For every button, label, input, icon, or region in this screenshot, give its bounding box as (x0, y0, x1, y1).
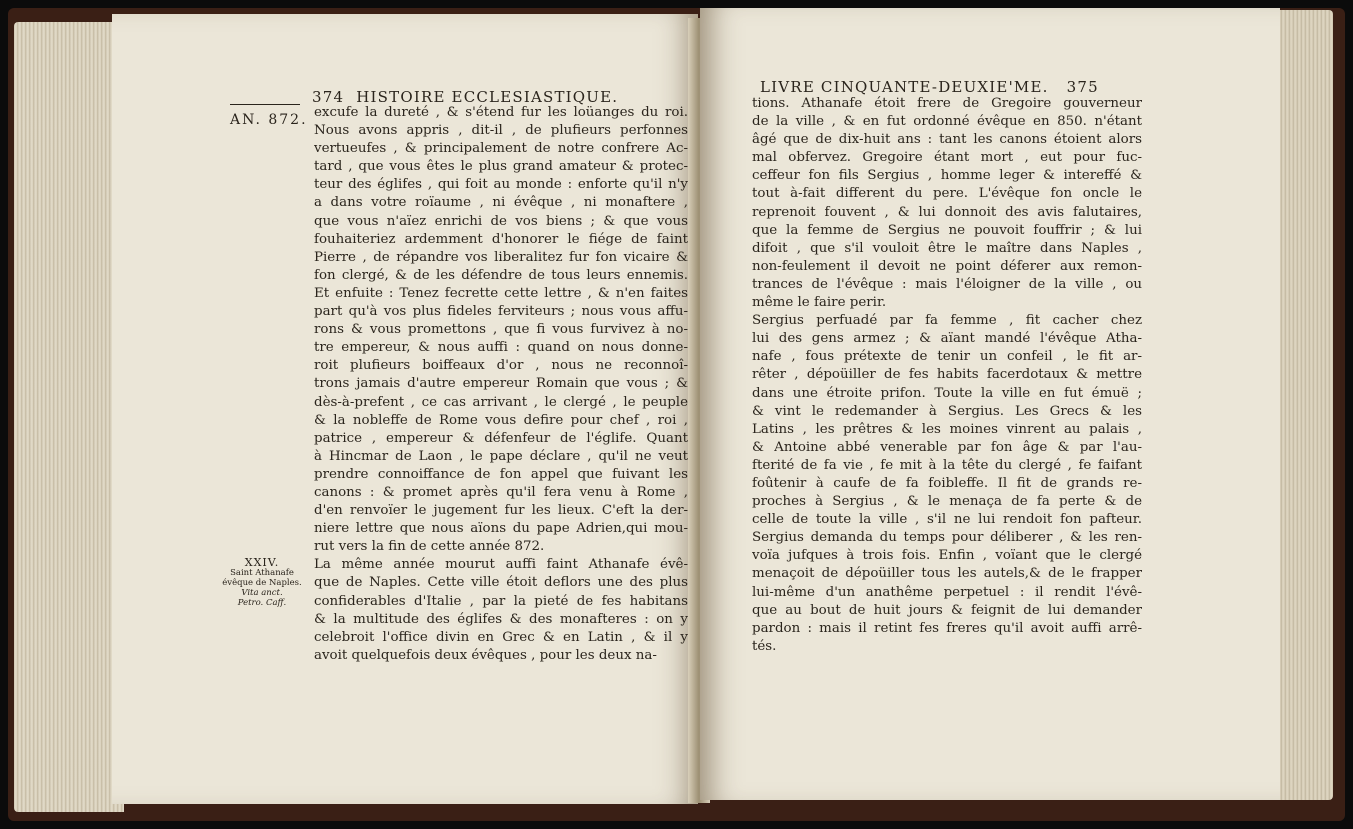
text-line: que vous n'aïez enrichi de vos biens ; & que vous (314, 213, 688, 229)
text-line: teur des églifes , qui foit au monde : enforte qu'il n'y (314, 177, 688, 193)
text-line: Sergius demanda du temps pour déliberer , & les ren- (752, 530, 1142, 546)
text-line: avoit quelquefois deux évêques , pour les deux na- (314, 647, 657, 663)
text-line: lui-même d'un anathême perpetuel : il rendit l'évê- (752, 584, 1142, 600)
text-line: même le faire perir. (752, 295, 887, 311)
text-line: canons : & promet après qu'il fera venu à Rome , (314, 484, 688, 500)
right-head-title: LIVRE CINQUANTE-DEUXIE'ME. (760, 78, 1049, 96)
text-line: dans une étroite prifon. Toute la ville en fut émuë ; (752, 385, 1142, 401)
text-line: dès-à-prefent , ce cas arrivant , le clergé , le peuple (314, 394, 688, 410)
page-edges-right (1273, 10, 1333, 800)
text-line: de la ville , & en fut ordonné évêque en 850. n'étant (752, 114, 1142, 130)
text-line: voïa jufques à trois fois. Enfin , voïant que le clergé (752, 548, 1142, 564)
left-body-text (314, 104, 688, 665)
text-line: tre empereur, & nous auffi : quand on nous donne- (314, 340, 688, 356)
text-line: âgé que de dix-huit ans : tant les canons étoient alors (752, 132, 1142, 148)
text-line: fterité de fa vie , fe mit à la tête du clergé , fe faifant (752, 457, 1142, 473)
text-line: Nous avons appris , dit-il , de plufieurs perfonnes (314, 123, 688, 139)
text-line: d'en renvoïer le jugement fur les lieux. C'eft la der- (314, 503, 688, 519)
right-running-head (760, 78, 1099, 96)
text-line: celle de toute la ville , s'il ne lui rendoit fon pafteur. (752, 512, 1142, 528)
text-line: rêter , dépoüiller de fes habits facerdotaux & mettre (752, 367, 1142, 383)
text-line: Sergius perfuadé par fa femme , fit cacher chez (752, 313, 1142, 329)
text-line: mal obfervez. Gregoire étant mort , eut pour fuc- (752, 150, 1142, 166)
text-line: vertueufes , & principalement de notre confrere Ac- (314, 141, 688, 157)
text-line: patrice , empereur & défenfeur de l'églife. Quant (314, 430, 688, 446)
text-line: excufe la dureté , & s'étend fur les loüanges du roi. (314, 105, 688, 120)
text-line: reprenoit fouvent , & lui donnoit des avis falutaires, (752, 204, 1142, 220)
text-line: fouhaiteriez ardemment d'honorer le fiége de faint (314, 231, 688, 247)
right-body-text (752, 95, 1142, 656)
margin-rule (230, 104, 300, 105)
marginal-line: Petro. Caff. (237, 598, 287, 608)
text-line: niere lettre que nous aïons du pape Adrien,qui mou- (314, 521, 688, 537)
text-line: que la femme de Sergius ne pouvoit fouffrir ; & lui (752, 222, 1142, 238)
text-line: foûtenir à caufe de fa foibleffe. Il fit de grands re- (752, 475, 1142, 491)
text-line: ceffeur fon fils Sergius , homme leger & intereffé & (752, 168, 1142, 184)
text-line: non-feulement il devoit ne point déferer aux remon- (752, 258, 1142, 274)
page-edges-left (14, 22, 124, 812)
text-line: tard , que vous êtes le plus grand amateur & protec- (314, 159, 688, 175)
text-line: pardon : mais il retint fes freres qu'il avoit auffi arrê- (752, 620, 1142, 636)
text-line: & la nobleffe de Rome vous defire pour chef , roi , (314, 412, 688, 428)
text-line: trons jamais d'autre empereur Romain que vous ; & (314, 376, 688, 392)
text-line: trances de l'évêque : mais l'éloigner de la ville , ou (752, 276, 1142, 292)
right-page-number: 375 (1066, 78, 1099, 96)
text-line: a dans votre roïaume , ni évêque , ni monaftere , (314, 195, 688, 211)
right-page (700, 8, 1280, 800)
text-line: La même année mourut auffi faint Athanafe évê- (314, 557, 688, 573)
text-line: Pierre , de répandre vos liberalitez fur fon vicaire & (314, 249, 688, 265)
text-line: prendre connoiffance de fon appel que fuivant les (314, 466, 688, 482)
text-line: tés. (752, 638, 777, 654)
margin-year: AN. 872. (230, 112, 308, 128)
text-line: à Hincmar de Laon , le pape déclare , qu'il ne veut (314, 448, 688, 464)
text-line: & la multitude des églifes & des monafteres : on y (314, 611, 688, 627)
left-page-number: 374 (312, 88, 345, 106)
text-line: nafe , fous prétexte de tenir un confeil , le fit ar- (752, 349, 1142, 365)
marginal-line: Saint Athanafe (230, 568, 294, 578)
text-line: & Antoine abbé venerable par fon âge & par l'au- (752, 439, 1142, 455)
text-line: lui des gens armez ; & aïant mandé l'évêque Atha- (752, 331, 1142, 347)
text-line: tions. Athanafe étoit frere de Gregoire gouverneur (752, 96, 1142, 111)
text-line: Et enfuite : Tenez fecrette cette lettre , & n'en faites (314, 285, 688, 301)
left-page (112, 14, 698, 804)
text-line: rut vers la fin de cette année 872. (314, 539, 545, 555)
marginal-line: Vita anct. (241, 588, 283, 598)
text-line: part qu'à vos plus fideles ferviteurs ; nous vous affu- (314, 304, 688, 320)
text-line: proches à Sergius , & le menaça de fa perte & de (752, 494, 1142, 510)
text-line: celebroit l'office divin en Grec & en Latin , & il y (314, 629, 688, 645)
text-line: rons & vous promettons , que fi vous furvivez à no- (314, 322, 688, 338)
marginal-line: évêque de Naples. (222, 578, 302, 588)
text-line: que au bout de huit jours & feignit de lui demander (752, 602, 1142, 618)
text-line: que de Naples. Cette ville étoit deflors une des plus (314, 575, 688, 591)
marginal-number: XXIV. (244, 556, 280, 569)
text-line: menaçoit de dépoüiller tous les autels,& de le frapper (752, 566, 1142, 582)
text-line: & vint le redemander à Sergius. Les Grecs & les (752, 403, 1142, 419)
text-line: roit plufieurs boiffeaux d'or , nous ne reconnoî- (314, 358, 688, 374)
text-line: difoit , que s'il vouloit être le maître dans Naples , (752, 240, 1142, 256)
left-head-title: HISTOIRE ECCLESIASTIQUE. (356, 88, 619, 106)
text-line: confiderables d'Italie , par la pieté de fes habitans (314, 593, 688, 609)
text-line: tout à-fait different du pere. L'évêque fon oncle le (752, 186, 1142, 202)
text-line: fon clergé, & de les défendre de tous leurs ennemis. (314, 267, 688, 283)
marginal-note (216, 558, 308, 608)
text-line: Latins , les prêtres & les moines vinrent au palais , (752, 421, 1142, 437)
